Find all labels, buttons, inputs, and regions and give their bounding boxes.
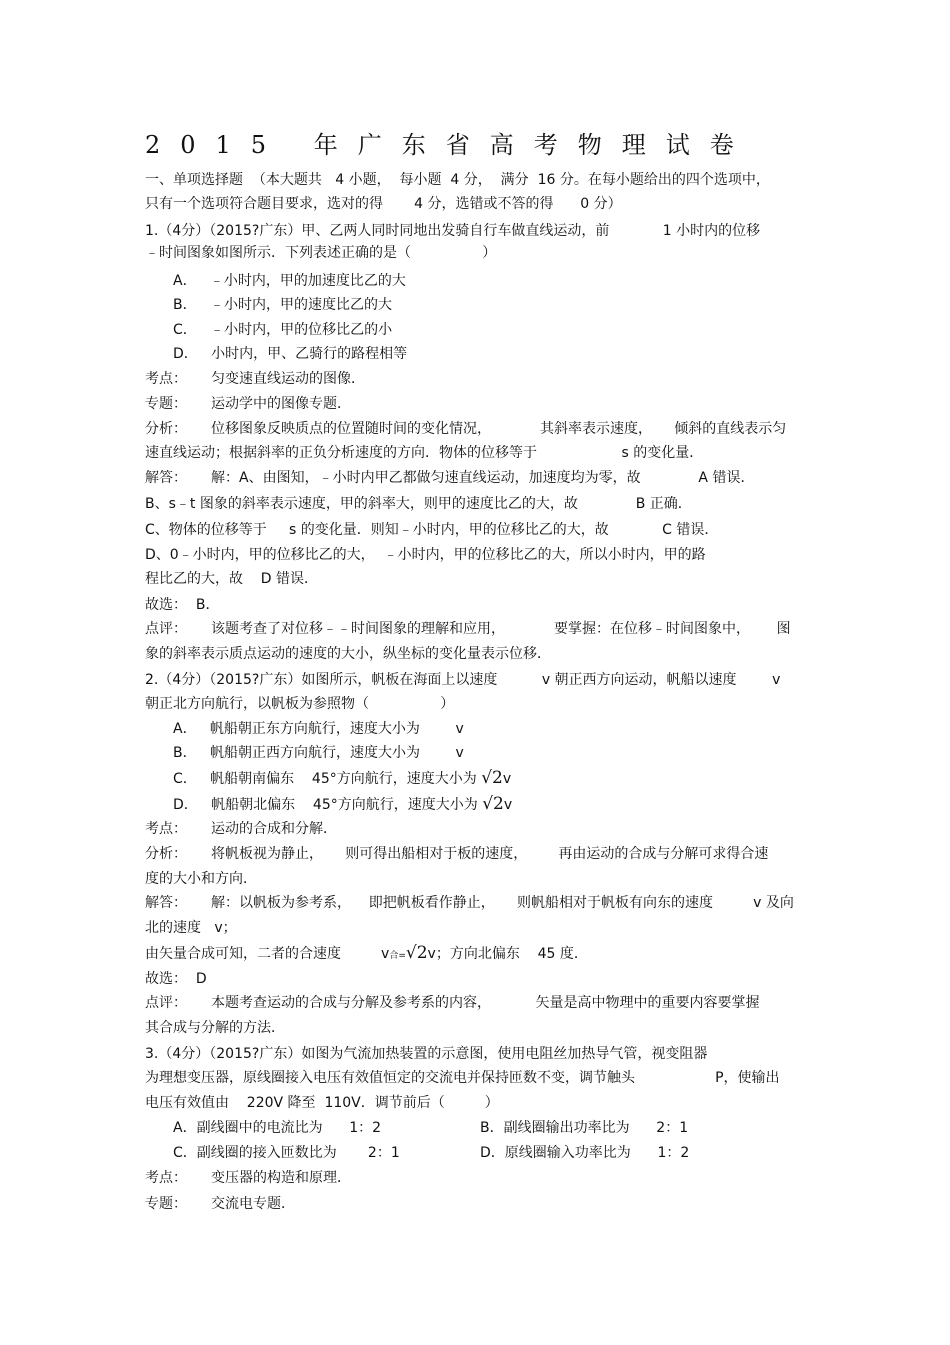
q1-kaodian xyxy=(145,370,365,388)
q3-stem-cont: 为理想变压器，原线圈接入电压有效值恒定的交流电并保持匝数不变，调节触头 P，使输出 xyxy=(145,1070,780,1086)
q1-jieda xyxy=(145,469,754,487)
q3-kaodian xyxy=(145,1169,351,1187)
q1-option-c: C． ﹣小时内，甲的位移比乙的小 xyxy=(173,322,393,338)
q2-stem-cont: 朝正北方向航行，以帆板为参照物（ ） xyxy=(145,696,455,712)
section-heading-cont: 只有一个选项符合题目要求，选对的得 4 分，选错或不答的得 0 分） xyxy=(145,196,622,212)
q3-option-a: A．副线圈中的电流比为 1：2 xyxy=(173,1120,382,1136)
q1-option-d: D． 小时内，甲、乙骑行的路程相等 xyxy=(173,346,408,362)
q3-stem: 3.（4分）（2015?广东）如图为气流加热装置的示意图，使用电阻丝加热导气管，视变阻器 xyxy=(145,1046,708,1062)
q2-option-d xyxy=(173,795,512,814)
sqrt2-icon: √2 xyxy=(405,943,428,963)
q2-option-d-unit: v xyxy=(503,797,513,813)
q3-option-c: C．副线圈的接入匝数比为 2：1 xyxy=(173,1145,400,1161)
q2-fenxi-label: 分析： xyxy=(145,846,187,862)
q2-dianping xyxy=(145,994,760,1012)
q1-stem: 1.（4分）（2015?广东）甲、乙两人同时同地出发骑自行车做直线运动，前 1 小时内的位移 xyxy=(145,223,761,239)
q2-fenxi-cont: 度的大小和方向． xyxy=(145,871,257,887)
q1-dianping xyxy=(145,620,791,638)
q3-option-b: B．副线圈输出功率比为 2：1 xyxy=(480,1120,689,1136)
q2-jieda xyxy=(145,894,794,912)
q2-option-c-text: C． 帆船朝南偏东 45°方向航行，速度大小为 xyxy=(173,771,477,787)
sqrt2-icon: √2 xyxy=(482,794,504,814)
q1-zhuanti-text: 运动学中的图像专题． xyxy=(211,396,351,412)
q2-kaodian xyxy=(145,820,337,838)
q2-answer: 故选： D xyxy=(145,971,207,987)
sqrt2-icon: √2 xyxy=(481,768,503,788)
q3-zhuanti xyxy=(145,1195,295,1213)
q2-dianping-text: 本题考查运动的合成与分解及参考系的内容， 矢量是高中物理中的重要内容要掌握 xyxy=(211,995,760,1011)
q2-kaodian-label: 考点： xyxy=(145,821,187,837)
q1-dianping-cont: 象的斜率表示质点运动的速度的大小，纵坐标的变化量表示位移． xyxy=(145,646,551,662)
q1-fenxi xyxy=(145,420,786,438)
q3-zhuanti-text: 交流电专题． xyxy=(211,1196,295,1212)
q1-option-b: B． ﹣小时内，甲的速度比乙的大 xyxy=(173,297,392,313)
q1-fenxi-label: 分析： xyxy=(145,421,187,437)
q1-zhuanti xyxy=(145,395,351,413)
q2-jieda-result xyxy=(145,944,588,965)
q2-jieda-cont: 北的速度 v； xyxy=(145,920,237,936)
q1-jieda-b: B、s﹣t 图象的斜率表示速度，甲的斜率大，则甲的速度比乙的大，故 B 正确． xyxy=(145,496,692,512)
q2-dianping-label: 点评： xyxy=(145,995,187,1011)
q1-jieda-d: D、0﹣小时内，甲的位移比乙的大， ﹣小时内，甲的位移比乙的大，所以小时内，甲的路 xyxy=(145,547,706,563)
page-title: 2015 年广东省高考物理试卷 xyxy=(145,131,754,159)
q1-dianping-text: 该题考查了对位移﹣﹣时间图象的理解和应用， 要掌握：在位移﹣时间图象中， 图 xyxy=(211,621,791,637)
q2-stem: 2.（4分）（2015?广东）如图所示，帆板在海面上以速度 v 朝正西方向运动，帆船以速度 v xyxy=(145,672,781,688)
q2-jieda-label: 解答： xyxy=(145,895,187,911)
q2-option-c xyxy=(173,769,511,788)
q2-jieda-result-b: v；方向北偏东 45 度． xyxy=(427,946,588,962)
q1-dianping-label: 点评： xyxy=(145,621,187,637)
q1-jieda-c: C、物体的位移等于 s 的变化量．则知﹣小时内，甲的位移比乙的大，故 C 错误． xyxy=(145,522,719,538)
q2-jieda-subscript: 合= xyxy=(389,951,406,961)
q2-fenxi xyxy=(145,845,768,863)
q2-option-c-unit: v xyxy=(502,771,512,787)
q3-kaodian-text: 变压器的构造和原理． xyxy=(211,1170,351,1186)
q2-option-b: B． 帆船朝正西方向航行，速度大小为 v xyxy=(173,745,464,761)
q1-option-a: A． ﹣小时内，甲的加速度比乙的大 xyxy=(173,273,406,289)
q1-kaodian-label: 考点： xyxy=(145,371,187,387)
q2-jieda-text: 解：以帆板为参考系， 即把帆板看作静止， 则帆船相对于帆板有向东的速度 v 及向 xyxy=(211,895,794,911)
q2-fenxi-text: 将帆板视为静止， 则可得出船相对于板的速度， 再由运动的合成与分解可求得合速 xyxy=(211,846,769,862)
q1-jieda-text: 解：A、由图知，﹣小时内甲乙都做匀速直线运动，加速度均为零，故 A 错误． xyxy=(211,470,755,486)
q1-stem-cont: ﹣时间图象如图所示．下列表述正确的是（ ） xyxy=(145,245,497,261)
q1-answer: 故选： B． xyxy=(145,597,220,613)
q3-stem-cont2: 电压有效值由 220V 降至 110V．调节前后（ ） xyxy=(145,1095,499,1111)
q1-kaodian-text: 匀变速直线运动的图像． xyxy=(211,371,365,387)
q3-option-d: D．原线圈输入功率比为 1：2 xyxy=(480,1145,690,1161)
q2-option-d-text: D． 帆船朝北偏东 45°方向航行，速度大小为 xyxy=(173,797,478,813)
q2-kaodian-text: 运动的合成和分解． xyxy=(211,821,337,837)
q2-dianping-cont: 其合成与分解的方法． xyxy=(145,1020,285,1036)
q1-fenxi-cont: 速直线运动；根据斜率的正负分析速度的方向．物体的位移等于 s 的变化量． xyxy=(145,445,704,461)
q1-jieda-label: 解答： xyxy=(145,470,187,486)
q3-kaodian-label: 考点： xyxy=(145,1170,187,1186)
q2-option-a: A． 帆船朝正东方向航行，速度大小为 v xyxy=(173,721,464,737)
q1-fenxi-text: 位移图象反映质点的位置随时间的变化情况， 其斜率表示速度， 倾斜的直线表示匀 xyxy=(211,421,787,437)
q2-jieda-result-a: 由矢量合成可知，二者的合速度 v xyxy=(145,946,390,962)
q1-jieda-d-cont: 程比乙的大，故 D 错误． xyxy=(145,571,319,587)
section-heading: 一、单项选择题 （本大题共 4 小题， 每小题 4 分， 满分 16 分。在每小题给出的四个选项中， xyxy=(145,172,770,188)
q3-zhuanti-label: 专题： xyxy=(145,1196,187,1212)
q1-zhuanti-label: 专题： xyxy=(145,396,187,412)
